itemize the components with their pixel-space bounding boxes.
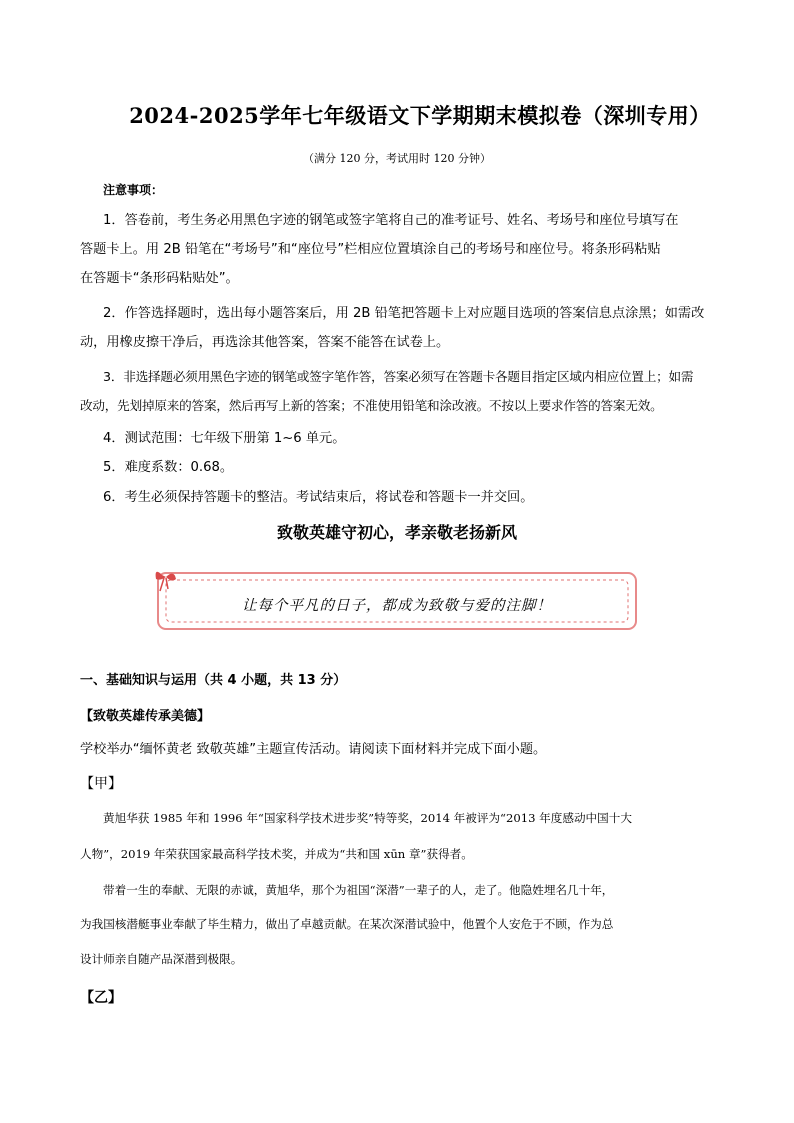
material-line: 为我国核潜艇事业奉献了毕生精力，做出了卓越贡献。在某次深潜试验中，他置个人安危于不顾，作为总: [80, 917, 614, 931]
material-yi-label: 【乙】: [80, 990, 122, 1006]
slogan-text: 让每个平凡的日子，都成为致敬与爱的注脚！: [242, 598, 552, 614]
notice-line: 3．非选择题必须用黑色字迹的钢笔或签字笔作答，答案必须写在答题卡各题目指定区域内相应位置上；如需: [103, 369, 694, 384]
page-title: 2024-2025学年七年级语文下学期期末模拟卷（深圳专用）: [129, 103, 711, 128]
section-heading: 一、基础知识与运用（共 4 小题，共 13 分）: [80, 673, 347, 688]
notice-line: 在答题卡“条形码粘贴处”。: [80, 271, 239, 286]
notice-line: 5．难度系数：0.68。: [103, 460, 234, 475]
notice-line: 1．答卷前，考生务必用黑色字迹的钢笔或签字笔将自己的准考证号、姓名、考场号和座位号填写在: [103, 213, 679, 228]
material-line: 人物”，2019 年荣获国家最高科学技术奖，并成为“共和国 xūn 章”获得者。: [80, 847, 473, 861]
subsection-heading: 【致敬英雄传承美德】: [80, 709, 211, 724]
material-line: 设计师亲自随产品深潜到极限。: [80, 952, 243, 966]
page-subtitle: （满分 120 分，考试用时 120 分钟）: [303, 152, 491, 165]
notice-line: 2．作答选择题时，选出每小题答案后，用 2B 铅笔把答题卡上对应题目选项的答案信息点涂黑；如需改: [103, 306, 705, 321]
notice-line: 动，用橡皮擦干净后，再选涂其他答案，答案不能答在试卷上。: [80, 335, 450, 350]
notice-line: 4．测试范围：七年级下册第 1~6 单元。: [103, 431, 346, 446]
material-line: 带着一生的奉献、无限的赤诚，黄旭华，那个为祖国“深潜”一辈子的人，走了。他隐姓埋名几十年，: [103, 883, 614, 897]
intro-text: 学校举办“缅怀黄老 致敬英雄”主题宣传活动。请阅读下面材料并完成下面小题。: [80, 742, 547, 757]
notice-line: 6．考生必须保持答题卡的整洁。考试结束后，将试卷和答题卡一并交回。: [103, 490, 534, 505]
theme-title: 致敬英雄守初心，孝亲敬老扬新风: [276, 523, 517, 542]
notice-heading: 注意事项：: [103, 183, 164, 197]
notice-line: 答题卡上。用 2B 铅笔在“考场号”和“座位号”栏相应位置填涂自己的考场号和座位号。将条形码粘贴: [80, 242, 661, 257]
notice-line: 改动，先划掉原来的答案，然后再写上新的答案；不准使用铅笔和涂改液。不按以上要求作答的答案无效。: [80, 398, 663, 413]
material-line: 黄旭华获 1985 年和 1996 年“国家科学技术进步奖”特等奖，2014 年被评为“2013 年度感动中国十大: [103, 811, 632, 825]
material-jia-label: 【甲】: [80, 776, 122, 792]
